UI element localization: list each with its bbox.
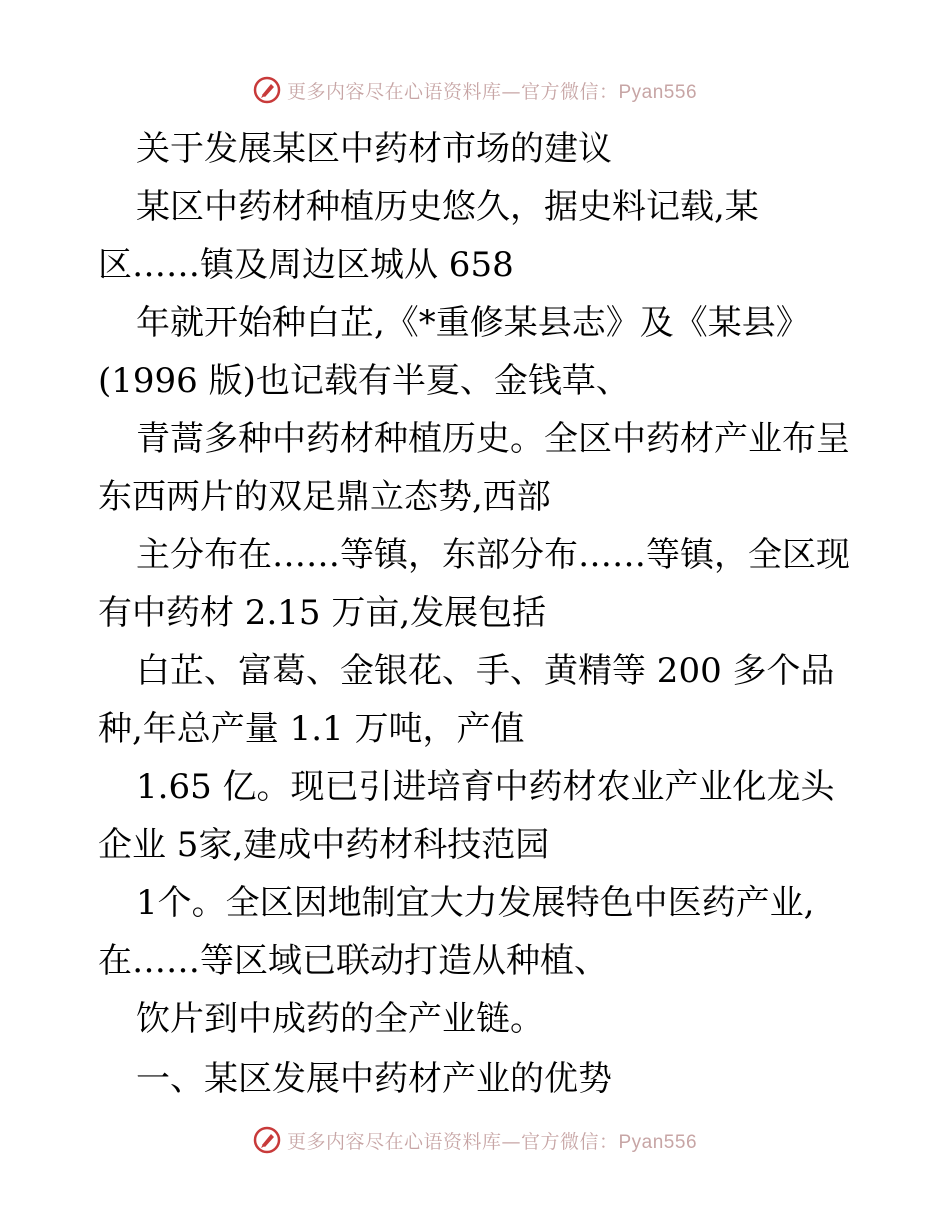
paragraph-line: 在……等区域已联动打造从种植、 bbox=[98, 941, 608, 981]
paragraph-line: 有中药材 2.15 万亩,发展包括 bbox=[98, 593, 547, 633]
paragraph-line: 企业 5家,建成中药材科技范园 bbox=[98, 825, 550, 865]
paragraph-line: 饮片到中成药的全产业链。 bbox=[136, 999, 544, 1039]
footer-watermark bbox=[0, 1120, 950, 1160]
paragraph-line: 东西两片的双足鼎立态势,西部 bbox=[98, 477, 551, 517]
section-heading: 一、某区发展中药材产业的优势 bbox=[136, 1059, 612, 1099]
paragraph-line: 主分布在……等镇，东部分布……等镇，全区现 bbox=[136, 535, 850, 575]
header-watermark bbox=[0, 70, 950, 110]
paragraph-line: 白芷、富葛、金银花、手、黄精等 200 多个品 bbox=[136, 651, 835, 691]
paragraph-line: 年就开始种白芷,《*重修某县志》及《某县》 bbox=[136, 303, 810, 343]
paragraph-line: 种,年总产量 1.1 万吨，产值 bbox=[98, 709, 525, 749]
paragraph-line: 1个。全区因地制宜大力发展特色中医药产业, bbox=[136, 883, 815, 923]
pen-badge-icon bbox=[253, 76, 281, 104]
paragraph-line: 某区中药材种植历史悠久，据史料记载,某 bbox=[136, 187, 759, 227]
paragraph-line: (1996 版)也记载有半夏、金钱草、 bbox=[98, 361, 630, 401]
watermark-text: 更多内容尽在心语资料库—官方微信：Pyan556 bbox=[286, 1130, 698, 1153]
paragraph-line: 区……镇及周边区城从 658 bbox=[98, 245, 514, 285]
pen-badge-icon bbox=[253, 1126, 281, 1154]
paragraph-line: 1.65 亿。现已引进培育中药材农业产业化龙头 bbox=[136, 767, 835, 807]
document-title: 关于发展某区中药材市场的建议 bbox=[136, 129, 612, 169]
watermark-text: 更多内容尽在心语资料库—官方微信：Pyan556 bbox=[286, 80, 698, 103]
paragraph-line: 青蒿多种中药材种植历史。全区中药材产业布呈 bbox=[136, 419, 850, 459]
